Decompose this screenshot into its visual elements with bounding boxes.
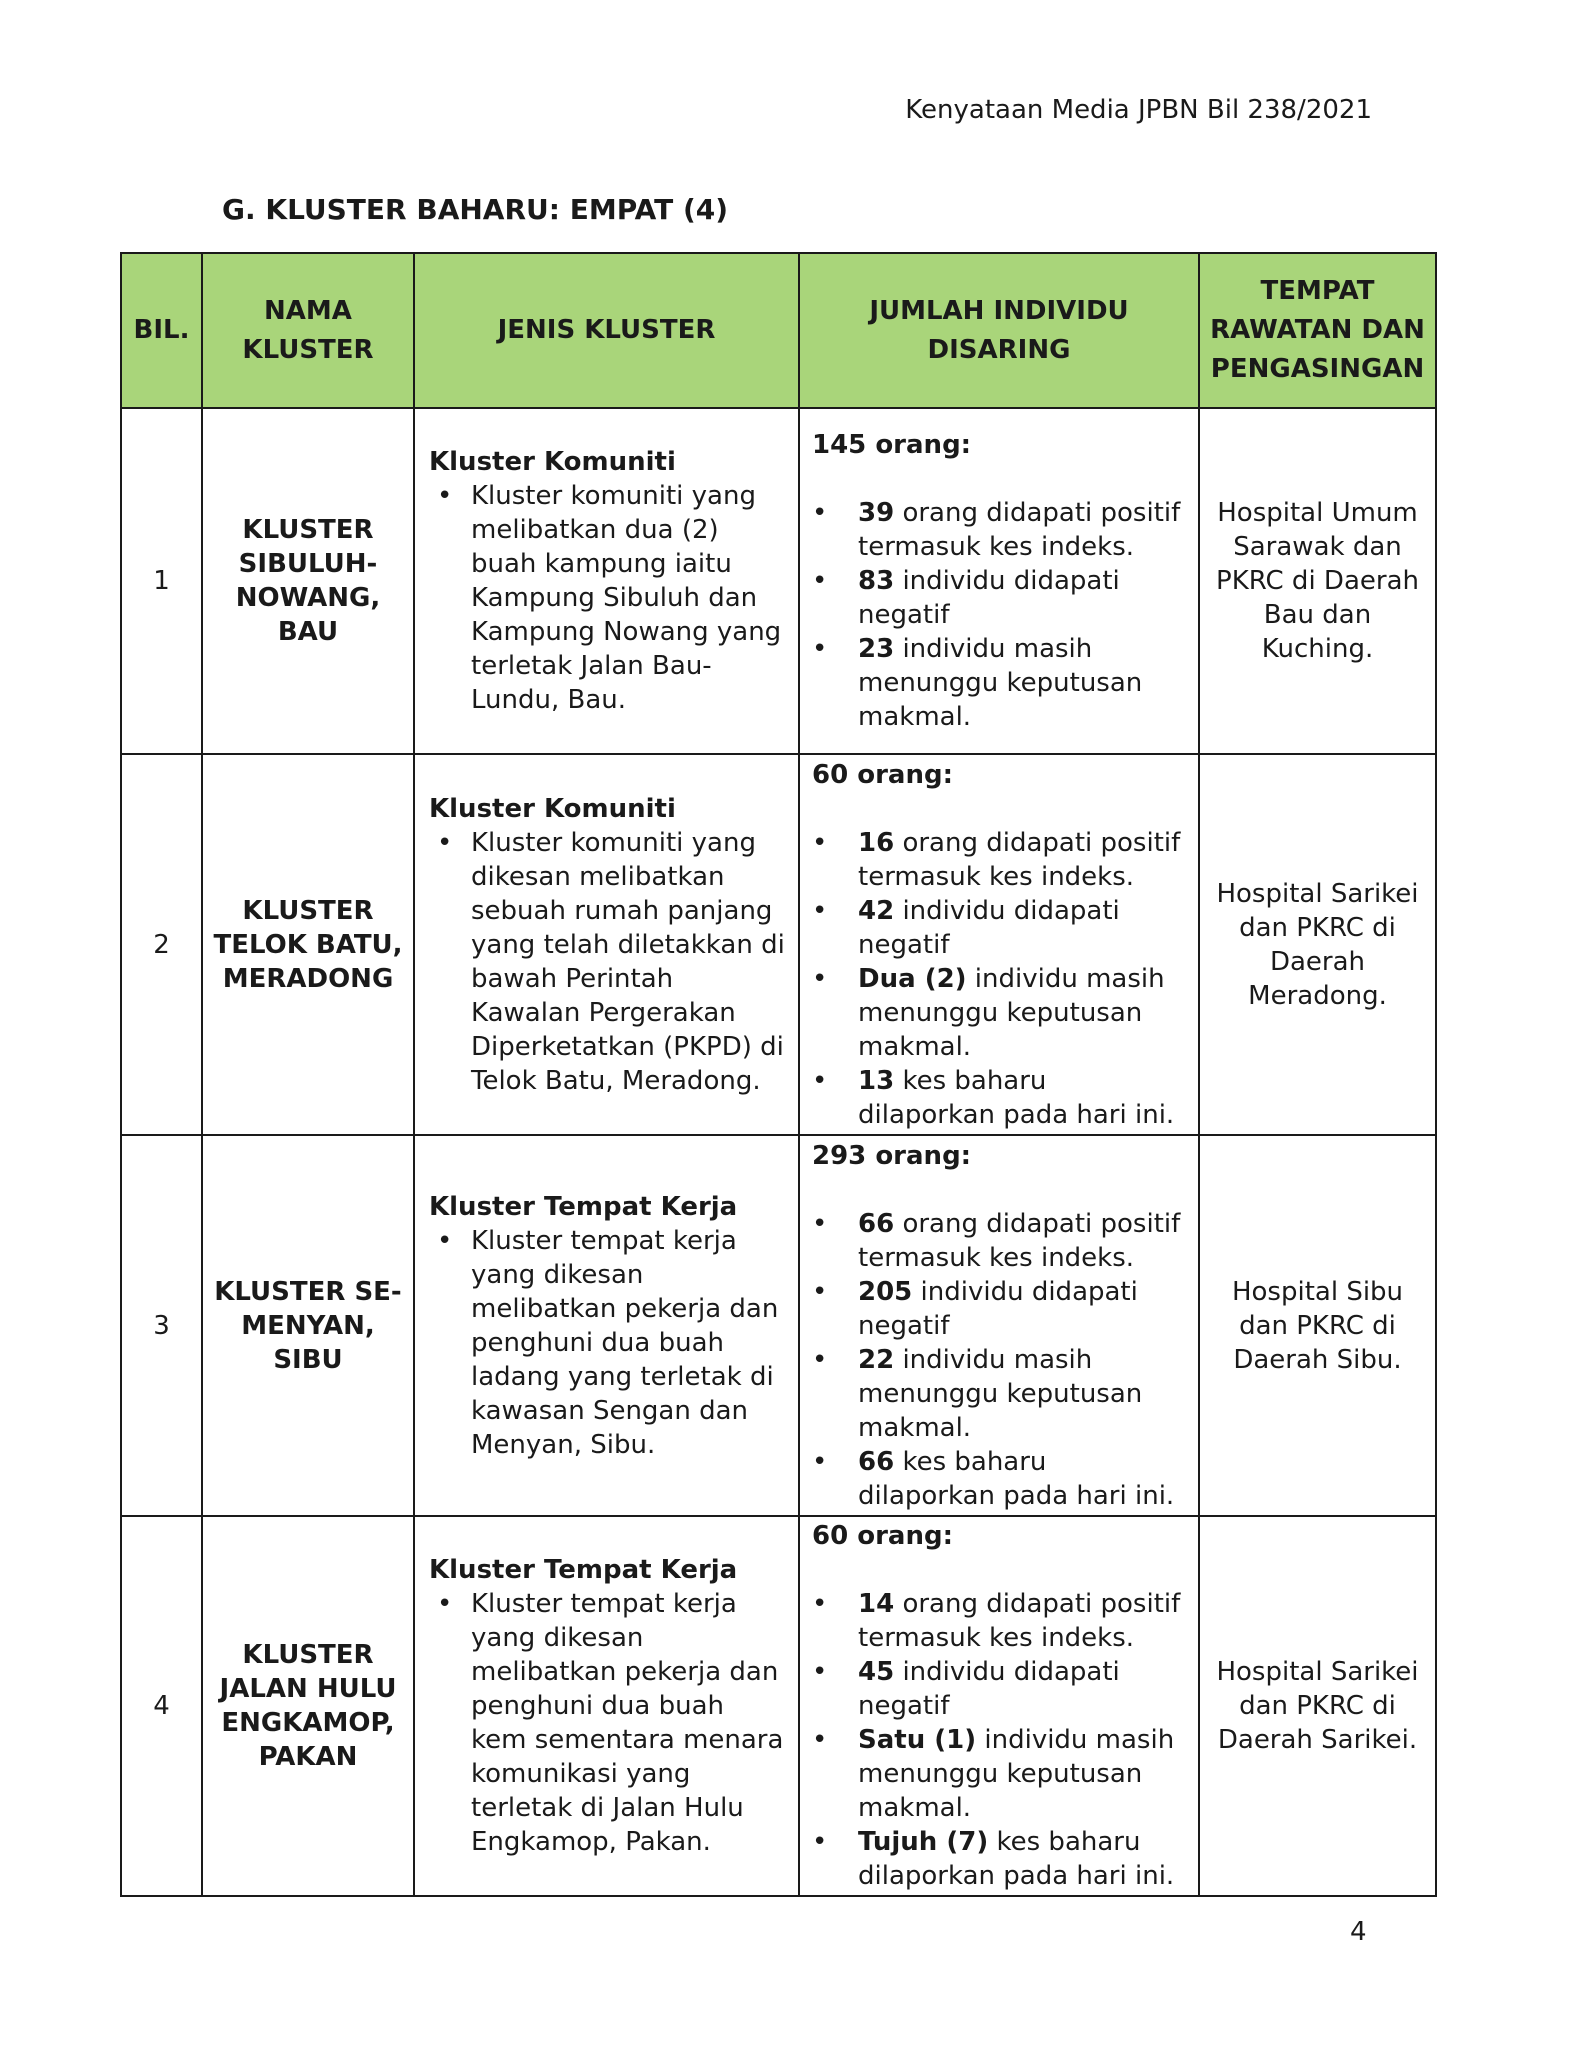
result-item: • 66 kes baharu dilaporkan pada hari ini. xyxy=(812,1445,1188,1513)
total-screened: 60 orang: xyxy=(812,1521,953,1551)
document-reference: Kenyataan Media JPBN Bil 238/2021 xyxy=(905,95,1372,125)
result-item: • 14 orang didapati positif termasuk kes indeks. xyxy=(812,1587,1188,1655)
cell-jumlah-individu xyxy=(799,754,1199,1135)
jenis-title: Kluster Tempat Kerja xyxy=(429,1191,738,1222)
column-header-bil: BIL. xyxy=(121,253,202,408)
cell-nama-kluster: KLUSTER TELOK BATU, MERADONG xyxy=(202,754,414,1135)
column-header-jumlah-individu: JUMLAH INDIVIDU DISARING xyxy=(799,253,1199,408)
cell-nama-kluster: KLUSTER SE-MENYAN, SIBU xyxy=(202,1135,414,1516)
total-screened: 145 orang: xyxy=(812,430,972,460)
jenis-description: • Kluster komuniti yang dikesan melibatkan sebuah rumah panjang yang telah diletakkan di bawah Perintah Kawalan Pergerakan Diperketatkan (PKPD) di Telok Batu, Meradong. xyxy=(429,826,786,1098)
page-number: 4 xyxy=(1350,1917,1367,1947)
table-header-row xyxy=(121,253,1436,408)
cell-jumlah-individu xyxy=(799,1135,1199,1516)
cell-bil: 2 xyxy=(121,754,202,1135)
result-item: • 83 individu didapati negatif xyxy=(812,564,1188,632)
table-row xyxy=(121,408,1436,754)
result-item: • Satu (1) individu masih menunggu keputusan makmal. xyxy=(812,1723,1188,1825)
table-row xyxy=(121,754,1436,1135)
jenis-description: • Kluster tempat kerja yang dikesan melibatkan pekerja dan penghuni dua buah ladang yang terletak di kawasan Sengan dan Menyan, Sibu. xyxy=(429,1224,786,1462)
result-item: • Dua (2) individu masih menunggu keputusan makmal. xyxy=(812,962,1188,1064)
result-item: • 39 orang didapati positif termasuk kes indeks. xyxy=(812,496,1188,564)
jenis-description: • Kluster komuniti yang melibatkan dua (2) buah kampung iaitu Kampung Sibuluh dan Kampung Nowang yang terletak Jalan Bau-Lundu, Bau. xyxy=(429,479,786,717)
total-screened: 60 orang: xyxy=(812,759,953,790)
cell-nama-kluster: KLUSTER SIBULUH-NOWANG, BAU xyxy=(202,408,414,754)
cell-jenis-kluster xyxy=(414,1135,799,1516)
cell-jumlah-individu xyxy=(799,1516,1199,1896)
cell-bil: 3 xyxy=(121,1135,202,1516)
column-header-tempat-rawatan: TEMPAT RAWATAN DAN PENGASINGAN xyxy=(1199,253,1436,408)
column-header-jenis-kluster: JENIS KLUSTER xyxy=(414,253,799,408)
result-item: • 16 orang didapati positif termasuk kes indeks. xyxy=(812,826,1188,894)
table-row xyxy=(121,1516,1436,1896)
jenis-title: Kluster Tempat Kerja xyxy=(429,1555,738,1585)
table-row xyxy=(121,1135,1436,1516)
jenis-title: Kluster Komuniti xyxy=(429,447,676,477)
column-header-nama-kluster: NAMA KLUSTER xyxy=(202,253,414,408)
result-item: • 42 individu didapati negatif xyxy=(812,894,1188,962)
cell-bil: 1 xyxy=(121,408,202,754)
result-item: • 13 kes baharu dilaporkan pada hari ini. xyxy=(812,1064,1188,1132)
cell-tempat-rawatan: Hospital Sibu dan PKRC di Daerah Sibu. xyxy=(1199,1135,1436,1516)
cell-bil: 4 xyxy=(121,1516,202,1896)
result-item: • 66 orang didapati positif termasuk kes indeks. xyxy=(812,1207,1188,1275)
total-screened: 293 orang: xyxy=(812,1140,972,1171)
result-item: • Tujuh (7) kes baharu dilaporkan pada hari ini. xyxy=(812,1825,1188,1893)
cell-jenis-kluster xyxy=(414,408,799,754)
section-title: G. KLUSTER BAHARU: EMPAT (4) xyxy=(222,193,729,226)
jenis-title: Kluster Komuniti xyxy=(429,793,676,824)
cell-jumlah-individu xyxy=(799,408,1199,754)
result-item: • 205 individu didapati negatif xyxy=(812,1275,1188,1343)
result-item: • 22 individu masih menunggu keputusan makmal. xyxy=(812,1343,1188,1445)
result-item: • 23 individu masih menunggu keputusan makmal. xyxy=(812,632,1188,734)
cell-jenis-kluster xyxy=(414,1516,799,1896)
cell-tempat-rawatan: Hospital Sarikei dan PKRC di Daerah Meradong. xyxy=(1199,754,1436,1135)
cell-tempat-rawatan: Hospital Umum Sarawak dan PKRC di Daerah Bau dan Kuching. xyxy=(1199,408,1436,754)
cell-nama-kluster: KLUSTER JALAN HULU ENGKAMOP, PAKAN xyxy=(202,1516,414,1896)
cluster-table xyxy=(120,252,1437,1897)
cell-jenis-kluster xyxy=(414,754,799,1135)
result-item: • 45 individu didapati negatif xyxy=(812,1655,1188,1723)
jenis-description: • Kluster tempat kerja yang dikesan melibatkan pekerja dan penghuni dua buah kem sementara menara komunikasi yang terletak di Jalan Hulu Engkamop, Pakan. xyxy=(429,1587,786,1859)
cell-tempat-rawatan: Hospital Sarikei dan PKRC di Daerah Sarikei. xyxy=(1199,1516,1436,1896)
